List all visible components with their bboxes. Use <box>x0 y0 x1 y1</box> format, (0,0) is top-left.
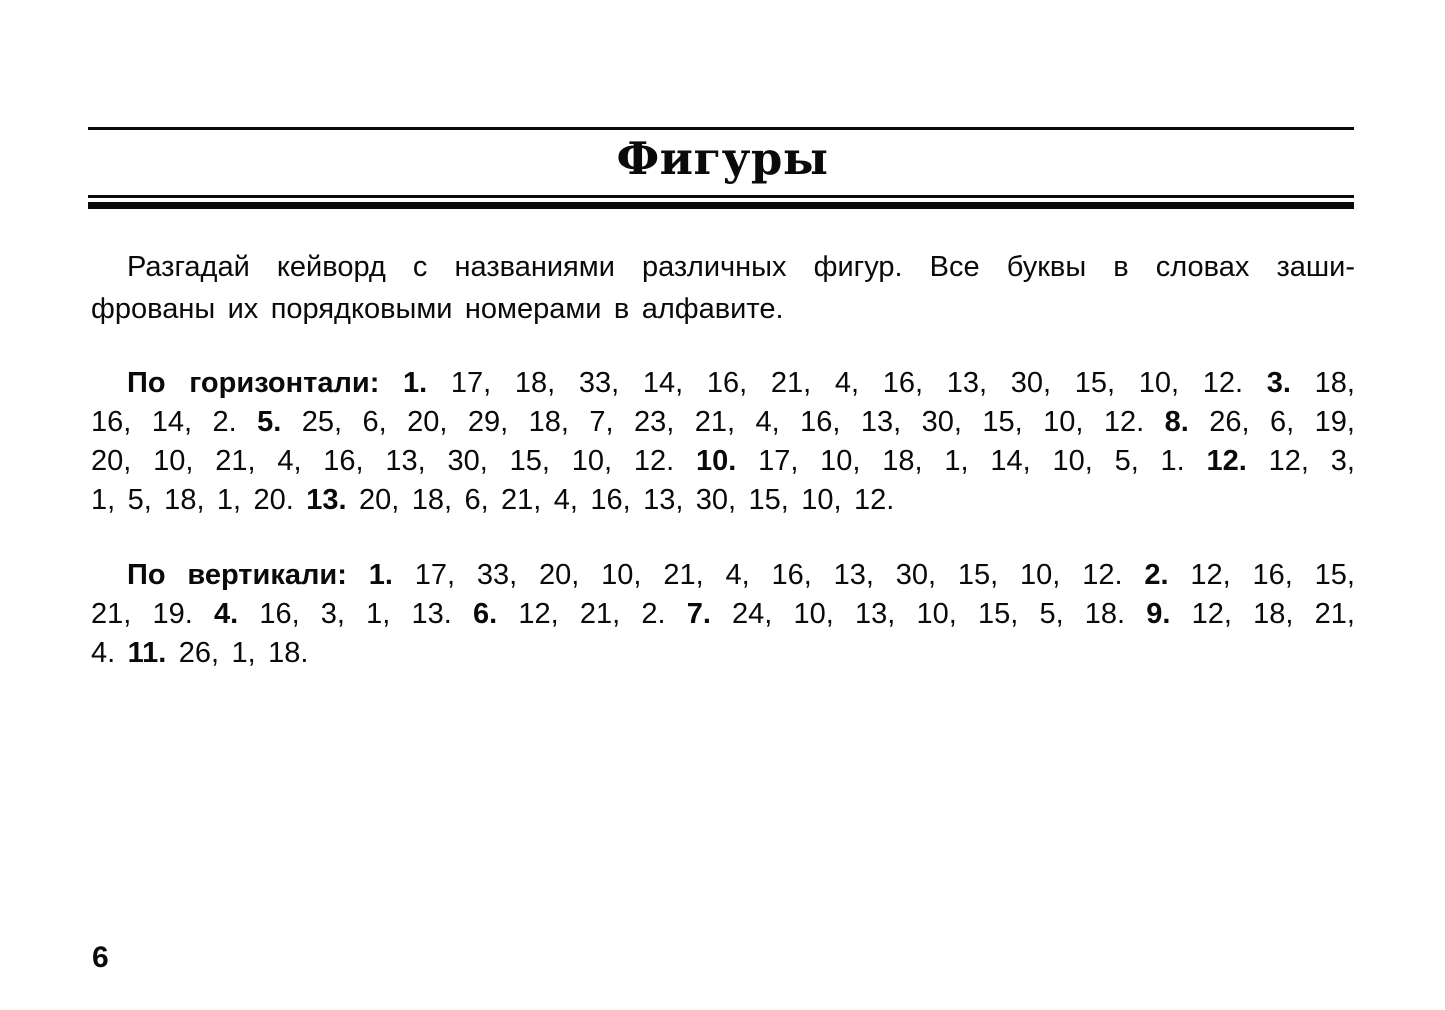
clue-number: 3. <box>1266 367 1291 399</box>
clue-number: 5. <box>257 406 282 438</box>
text-segment: Разгадай кейворд с названиями различных фигур. Все буквы в словах заши- <box>127 251 1355 283</box>
clue-number: По вертикали: <box>127 559 347 591</box>
text-segment: 12, 21, 2. <box>518 598 666 630</box>
clue-number: 10. <box>695 445 737 477</box>
clue-number: 1. <box>368 559 393 591</box>
text-line <box>91 556 1355 595</box>
text-segment: 17, 18, 33, 14, 16, 21, 4, 16, 13, 30, 15, 10, 12. <box>450 367 1244 399</box>
text-line <box>91 481 1355 520</box>
clues-vertical-paragraph <box>91 556 1355 673</box>
page-number: 6 <box>92 941 109 974</box>
clue-number: 7. <box>686 598 711 630</box>
text-segment: 24, 10, 13, 10, 15, 5, 18. <box>732 598 1126 630</box>
text-segment: 20, 18, 6, 21, 4, 16, 13, 30, 15, 10, 12. <box>359 484 895 516</box>
text-segment: 17, 10, 18, 1, 14, 10, 5, 1. <box>758 445 1185 477</box>
text-segment: 26, 1, 18. <box>178 637 309 669</box>
text-segment: 26, 6, 19, <box>1209 406 1355 438</box>
text-line <box>91 442 1355 481</box>
text-segment: 1, 5, 18, 1, 20. <box>91 484 294 516</box>
text-segment: 16, 14, 2. <box>91 406 237 438</box>
text-segment: 12, 16, 15, <box>1190 559 1355 591</box>
text-segment: 18, <box>1314 367 1355 399</box>
clue-number: 6. <box>473 598 498 630</box>
clue-number: 8. <box>1164 406 1189 438</box>
text-segment: 17, 33, 20, 10, 21, 4, 16, 13, 30, 15, 10, 12. <box>414 559 1123 591</box>
text-segment: 21, 19. <box>91 598 193 630</box>
text-line <box>91 403 1355 442</box>
text-segment: 25, 6, 20, 29, 18, 7, 23, 21, 4, 16, 13, 30, 15, 10, 12. <box>301 406 1145 438</box>
clue-number: 1. <box>403 367 428 399</box>
text-segment: 12, 18, 21, <box>1191 598 1355 630</box>
text-segment: 12, 3, <box>1268 445 1355 477</box>
clue-number: 11. <box>127 637 167 669</box>
clues-horizontal-paragraph <box>91 364 1355 520</box>
text-segment: 16, 3, 1, 13. <box>259 598 452 630</box>
text-segment: 20, 10, 21, 4, 16, 13, 30, 15, 10, 12. <box>91 445 675 477</box>
text-line <box>91 246 1355 288</box>
page-title: Фигуры <box>616 132 829 185</box>
text-segment: фрованы их порядковыми номерами в алфавите. <box>91 293 784 325</box>
clue-number: По горизонтали: <box>127 367 380 399</box>
text-line <box>91 595 1355 634</box>
header-bottom-rule-thin <box>88 195 1354 198</box>
text-line <box>91 364 1355 403</box>
clue-number: 13. <box>306 484 347 516</box>
clue-number: 9. <box>1146 598 1171 630</box>
instruction-paragraph <box>91 246 1355 330</box>
clue-number: 12. <box>1206 445 1247 477</box>
text-line <box>91 288 1355 330</box>
text-segment: 4. <box>91 637 116 669</box>
clue-number: 2. <box>1144 559 1169 591</box>
clue-number: 4. <box>213 598 239 630</box>
text-line <box>91 634 1355 673</box>
header-bottom-rule-thick <box>88 202 1354 209</box>
